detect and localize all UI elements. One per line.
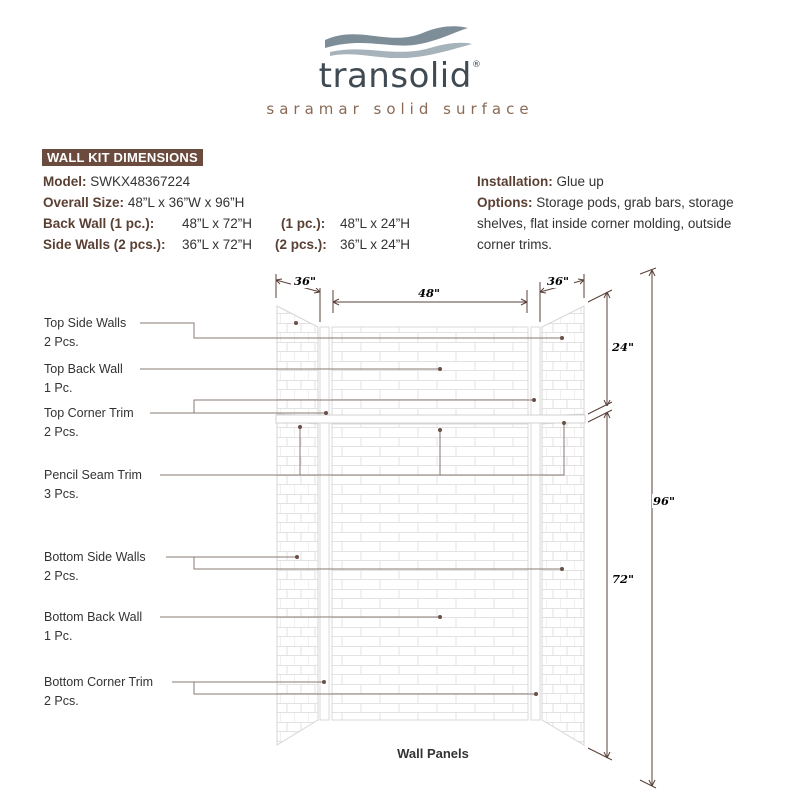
dim-left-width: 36" xyxy=(294,274,316,288)
callout-qty: 1 Pc. xyxy=(44,381,73,395)
callout-name: Pencil Seam Trim xyxy=(44,468,142,482)
spec-options-line: shelves, flat inside corner molding, outside xyxy=(477,216,732,231)
spec-label: (1 pc.): xyxy=(281,216,326,231)
callout-qty: 2 Pcs. xyxy=(44,694,79,708)
spec-options-line: corner trims. xyxy=(477,237,553,252)
spec-label: Overall Size: xyxy=(43,195,125,210)
dim-bottom-height: 72" xyxy=(612,572,634,586)
dim-top-height: 24" xyxy=(612,340,634,354)
callout-qty: 1 Pc. xyxy=(44,629,73,643)
spec-back-wall-value: 48”L x 72”H xyxy=(182,216,253,231)
top-right-side-wall-panel xyxy=(542,306,584,416)
spec-side-walls-top-value: 36”L x 24”H xyxy=(340,237,411,252)
dim-back-width: 48" xyxy=(418,286,440,300)
top-back-wall-panel xyxy=(332,327,528,417)
dim-right-width: 36" xyxy=(547,274,569,288)
callout-name: Top Back Wall xyxy=(44,362,123,376)
right-corner-trim xyxy=(531,327,540,720)
brand-name: transolid xyxy=(318,56,472,96)
spec-value: Storage pods, grab bars, storage xyxy=(536,195,734,210)
callout-qty: 2 Pcs. xyxy=(44,569,79,583)
spec-value: Glue up xyxy=(556,174,604,189)
callout-name: Top Side Walls xyxy=(44,316,127,330)
callout-name: Top Corner Trim xyxy=(44,406,134,420)
trademark-symbol: ® xyxy=(471,60,482,70)
callout-name: Bottom Back Wall xyxy=(44,610,143,624)
section-heading: WALL KIT DIMENSIONS xyxy=(42,149,203,166)
spec-label: Installation: xyxy=(477,174,553,189)
spec-side-walls-value: 36”L x 72”H xyxy=(182,237,253,252)
spec-label: (2 pcs.): xyxy=(275,237,327,252)
spec-label: Side Walls (2 pcs.): xyxy=(43,237,166,252)
callout-qty: 2 Pcs. xyxy=(44,335,79,349)
spec-back-wall-top-value: 48”L x 24”H xyxy=(340,216,411,231)
diagram-caption: Wall Panels xyxy=(397,746,469,761)
spec-value: SWKX48367224 xyxy=(90,174,191,189)
callout-qty: 2 Pcs. xyxy=(44,425,79,439)
left-corner-trim xyxy=(320,327,329,720)
brand-tagline: saramar solid surface xyxy=(266,100,534,118)
bottom-back-wall-panel xyxy=(332,424,528,720)
dim-total-height: 96" xyxy=(653,494,675,508)
callout-name: Bottom Side Walls xyxy=(44,550,146,564)
spec-label: Back Wall (1 pc.): xyxy=(43,216,155,231)
spec-value: 48”L x 36”W x 96”H xyxy=(127,195,245,210)
pencil-seam-trim xyxy=(276,415,585,423)
bottom-right-side-wall-panel xyxy=(542,421,584,745)
spec-label: Model: xyxy=(43,174,87,189)
callout-name: Bottom Corner Trim xyxy=(44,675,154,689)
bottom-left-side-wall-panel xyxy=(277,421,318,745)
spec-label: Options: xyxy=(477,195,533,210)
callout-qty: 3 Pcs. xyxy=(44,487,79,501)
